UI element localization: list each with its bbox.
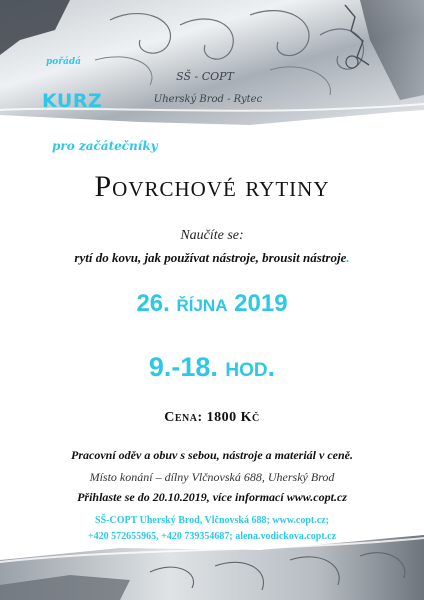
registration-info: Přihlaste se do 20.10.2019, více informací www.copt.cz: [77, 490, 347, 504]
course-label: KURZ: [42, 90, 103, 112]
course-hours: 9.-18. hod.: [148, 352, 276, 382]
venue-info: Místo konání – dílny Vlčnovská 688, Uherský Brod: [89, 470, 335, 484]
learn-skills-text: rytí do kovu, jak používat nástroje, brousit nástroje: [74, 250, 347, 265]
course-price: Cena: 1800 Kč: [164, 410, 260, 425]
bring-info: Pracovní oděv a obuv s sebou, nástroje a materiál v ceně.: [71, 448, 353, 462]
contact-line-1: SŠ-COPT Uherský Brod, Vlčnovská 688; www.copt.cz;: [95, 515, 329, 526]
learn-intro: Naučíte se:: [180, 228, 244, 243]
learn-skills: [0, 250, 424, 266]
learn-skills-dot: .: [346, 250, 350, 265]
course-title: Povrchové rytiny: [94, 170, 330, 203]
bottom-metal-plate: [0, 535, 424, 600]
contact-line-2: +420 572655965, +420 739354687; alena.vodickova.copt.cz: [87, 531, 337, 542]
course-date: 26. října 2019: [136, 290, 288, 317]
audience-label: pro začátečníky: [52, 139, 158, 153]
engraved-logo-line1: SŠ - COPT: [176, 70, 234, 83]
engraved-logo-line2: Uherský Brod - Rytec: [153, 94, 263, 105]
organizer-prefix: pořádá: [46, 57, 81, 67]
